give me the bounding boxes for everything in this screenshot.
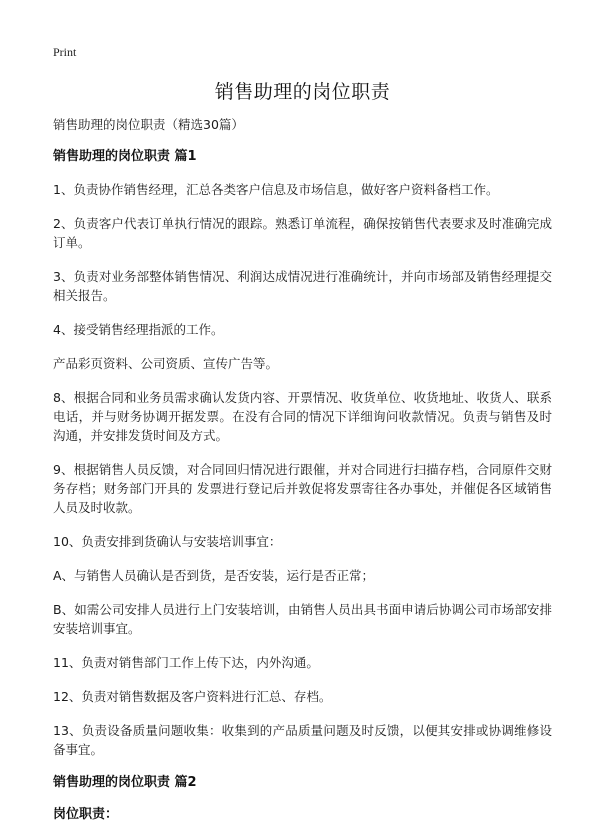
paragraph-3: 3、负责对业务部整体销售情况、利润达成情况进行准确统计，并向市场部及销售经理提交相关报告。	[53, 269, 552, 303]
paragraph-2: 2、负责客户代表订单执行情况的跟踪。熟悉订单流程，确保按销售代表要求及时准确完成订单。	[53, 216, 552, 250]
document-title: 销售助理的岗位职责	[214, 81, 391, 103]
paragraph-1: 1、负责协作销售经理，汇总各类客户信息及市场信息，做好客户资料备档工作。	[53, 182, 499, 197]
paragraph-10b: B、如需公司安排人员进行上门安装培训，由销售人员出具书面申请后协调公司市场部安排安装培训事宜。	[53, 602, 552, 636]
paragraph-10: 10、负责安排到货确认与安装培训事宜：	[53, 534, 282, 549]
section-subheading-duties: 岗位职责：	[53, 807, 119, 822]
paragraph-5: 产品彩页资料、公司资质、宣传广告等。	[53, 356, 279, 371]
paragraph-10a: A、与销售人员确认是否到货，是否安装，运行是否正常；	[53, 568, 375, 583]
document-subtitle: 销售助理的岗位职责（精选30篇）	[53, 117, 244, 132]
paragraph-8: 8、根据合同和业务员需求确认发货内容、开票情况、收货单位、收货地址、收货人、联系电话，并与财务协调开据发票。在没有合同的情况下详细询问收款情况。负责与销售及时沟通，并安排发货时间及方式。	[53, 390, 552, 443]
print-label: Print	[53, 45, 77, 59]
paragraph-11: 11、负责对销售部门工作上传下达，内外沟通。	[53, 655, 319, 670]
paragraph-9: 9、根据销售人员反馈，对合同回归情况进行跟催，并对合同进行扫描存档，合同原件交财务存档；财务部门开具的 发票进行登记后并敦促将发票寄往各办事处，并催促各区域销售人员及时收款。	[53, 462, 552, 515]
section-heading-2: 销售助理的岗位职责 篇2	[53, 775, 197, 790]
paragraph-4: 4、接受销售经理指派的工作。	[53, 322, 224, 337]
paragraph-12: 12、负责对销售数据及客户资料进行汇总、存档。	[53, 689, 332, 704]
section-heading-1: 销售助理的岗位职责 篇1	[53, 149, 197, 164]
paragraph-13: 13、负责设备质量问题收集：收集到的产品质量问题及时反馈，以便其安排或协调维修设备事宜。	[53, 723, 552, 757]
